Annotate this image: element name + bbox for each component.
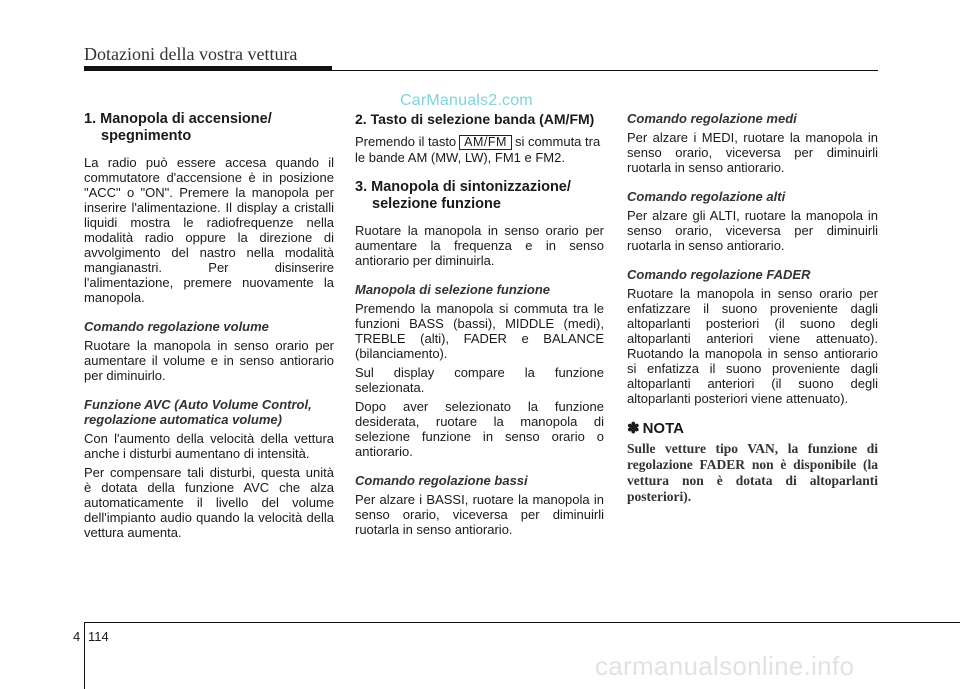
footer-vertical-rule <box>84 622 85 689</box>
subheading-avc <box>84 397 334 427</box>
page-number: 114 <box>88 629 109 644</box>
column-2 <box>355 111 604 541</box>
heading-tuning-knob-line2: selezione funzione <box>372 196 501 212</box>
heading-band-button: 2. Tasto di selezione banda (AM/FM) <box>355 111 595 127</box>
subheading-bass: Comando regolazione bassi <box>355 473 528 488</box>
note-star-icon: ✽ <box>627 420 640 437</box>
paragraph-fader: Ruotare la manopola in senso orario per enfatizzare il suono proveniente dagli altoparlanti posteriori (il suono degli altoparlanti anteriori viene attenuato). Ruotando la manopola in senso antiorario si enfatizza il suono proveniente dagli altoparlanti anteriori (il suono degli altoparlanti posteriori viene attenuato). <box>627 286 878 406</box>
note-heading <box>627 420 878 437</box>
header-rule-thick <box>84 66 332 71</box>
paragraph-avc-2: Per compensare tali disturbi, questa unità è dotata della funzione AVC che alza automaticamente il livello del volume dell'impianto audio quando la velocità della vettura aumenta. <box>84 465 334 540</box>
paragraph-function-3: Dopo aver selezionato la funzione desiderata, ruotare la manopola di selezione funzione in senso orario o antiorario. <box>355 399 604 459</box>
subheading-middle: Comando regolazione medi <box>627 111 797 126</box>
paragraph-treble: Per alzare gli ALTI, ruotare la manopola in senso orario, viceversa per diminuirli ruotarla in senso antiorario. <box>627 208 878 253</box>
paragraph-tuning: Ruotare la manopola in senso orario per aumentare la frequenza e in senso antiorario per diminuirla. <box>355 223 604 268</box>
column-1 <box>84 111 334 544</box>
watermark-top: CarManuals2.com <box>400 92 533 109</box>
paragraph-middle: Per alzare i MEDI, ruotare la manopola in senso orario, viceversa per diminuirli ruotarla in senso antiorario. <box>627 130 878 175</box>
paragraph-function-1: Premendo la manopola si commuta tra le funzioni BASS (bassi), MIDDLE (medi), TREBLE (alti), FADER e BALANCE (bilanciamento). <box>355 301 604 361</box>
subheading-volume: Comando regolazione volume <box>84 319 269 334</box>
header-rule-thin <box>332 70 878 71</box>
footer-rule <box>84 622 960 623</box>
paragraph-band-post: si commuta tra le bande AM (MW, LW), FM1 e FM2. <box>355 134 601 165</box>
subheading-function-select: Manopola di selezione funzione <box>355 282 551 297</box>
heading-tuning-knob <box>355 179 604 213</box>
am-fm-key-label: AM/FM <box>459 135 512 150</box>
heading-power-knob-line1: 1. Manopola di accensione/ <box>84 111 272 127</box>
paragraph-band-pre: Premendo il tasto <box>355 134 457 149</box>
paragraph-avc-1: Con l'aumento della velocità della vettura anche i disturbi aumentano di intensità. <box>84 431 334 461</box>
paragraph-band <box>355 134 604 165</box>
column-3 <box>627 111 878 505</box>
heading-power-knob <box>84 111 334 145</box>
watermark-bottom: carmanualsonline.info <box>595 651 855 681</box>
subheading-avc-line1: Funzione AVC (Auto Volume Control, <box>84 397 312 412</box>
subheading-fader: Comando regolazione FADER <box>627 267 811 282</box>
subheading-avc-line2: regolazione automatica volume) <box>84 412 282 427</box>
paragraph-function-2: Sul display compare la funzione selezionata. <box>355 365 604 395</box>
subheading-treble: Comando regolazione alti <box>627 189 786 204</box>
paragraph-power: La radio può essere accesa quando il commutatore d'accensione è in posizione "ACC" o "ON". Premere la manopola per inserire l'alimentazione. Il display a cristalli liquidi mostra le radiofrequenze nella modalità radio oppure la direzione di avvolgimento del nastro nella modalità mangianastri. Per disinserire l'alimentazione, premere nuovamente la manopola. <box>84 155 334 305</box>
paragraph-bass: Per alzare i BASSI, ruotare la manopola in senso orario, viceversa per diminuirli ruotarla in senso antiorario. <box>355 492 604 537</box>
heading-power-knob-line2: spegnimento <box>101 128 192 144</box>
page-header-title: Dotazioni della vostra vettura <box>84 44 298 64</box>
note-text: Sulle vetture tipo VAN, la funzione di regolazione FADER non è disponibile (la vettura non è dotata di altoparlanti posteriori). <box>627 441 878 504</box>
paragraph-volume: Ruotare la manopola in senso orario per aumentare il volume e in senso antiorario per diminuirlo. <box>84 338 334 383</box>
chapter-number: 4 <box>73 629 81 644</box>
note-title: NOTA <box>642 420 684 437</box>
heading-tuning-knob-line1: 3. Manopola di sintonizzazione/ <box>355 179 571 195</box>
